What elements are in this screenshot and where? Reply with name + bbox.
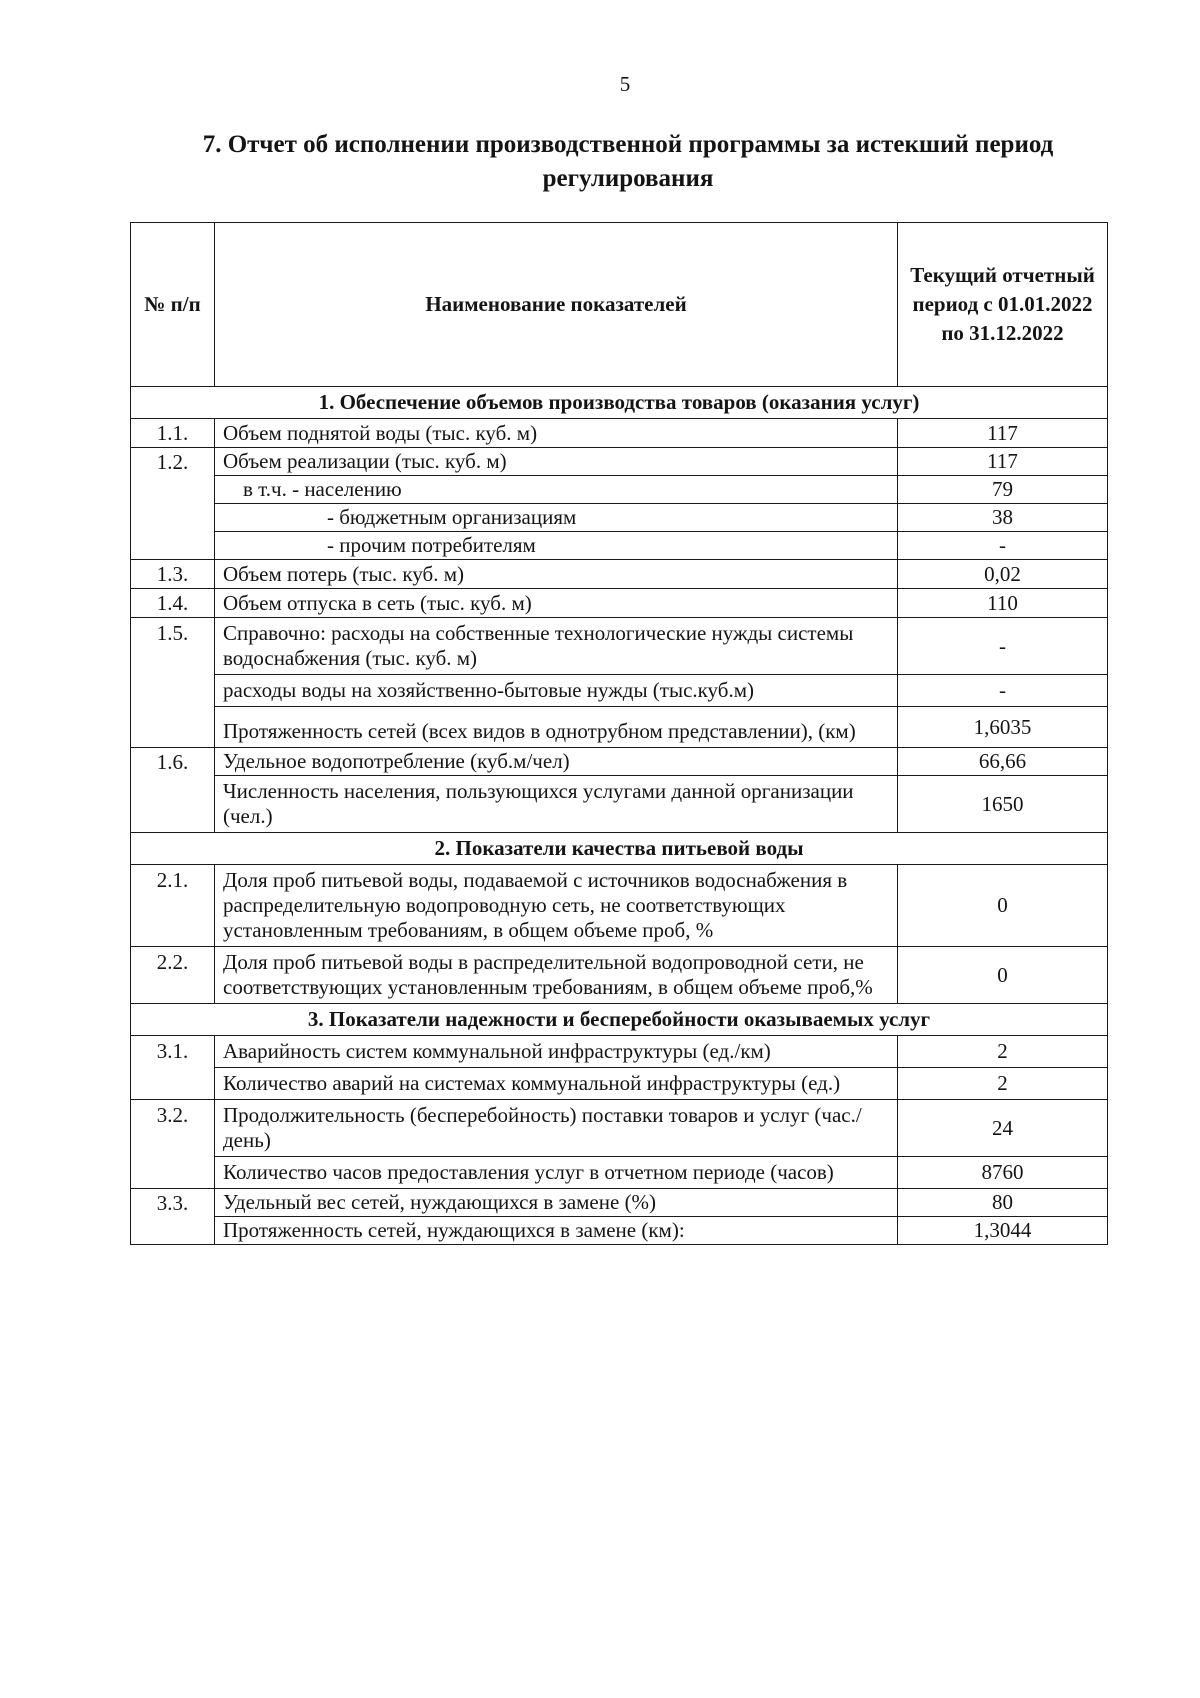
row-num: 1.3.: [131, 560, 215, 589]
row-name: Объем отпуска в сеть (тыс. куб. м): [215, 589, 898, 618]
header-value: Текущий отчетный период с 01.01.2022 по 31.12.2022: [898, 223, 1108, 387]
row-value: 38: [898, 504, 1108, 532]
row-num: 1.5.: [131, 618, 215, 748]
row-value: 24: [898, 1100, 1108, 1157]
section-title: 1. Обеспечение объемов производства товаров (оказания услуг): [131, 387, 1108, 419]
row-value: 1650: [898, 776, 1108, 833]
row-name: Численность населения, пользующихся услугами данной организации (чел.): [215, 776, 898, 833]
table-row: [131, 1100, 1108, 1157]
table-row: [131, 947, 1108, 1004]
row-value: 0: [898, 865, 1108, 947]
row-value: 0: [898, 947, 1108, 1004]
row-name: Объем потерь (тыс. куб. м): [215, 560, 898, 589]
table-row: [131, 476, 1108, 504]
row-value: 1,6035: [898, 707, 1108, 748]
table-row: [131, 748, 1108, 776]
table-row: [131, 675, 1108, 707]
row-num: 3.2.: [131, 1100, 215, 1189]
row-value: 1,3044: [898, 1217, 1108, 1245]
row-num: 1.4.: [131, 589, 215, 618]
production-program-table: [130, 222, 1108, 1245]
table-row: [131, 776, 1108, 833]
row-name: Справочно: расходы на собственные технологические нужды системы водоснабжения (тыс. куб. м): [215, 618, 898, 675]
row-num: 3.3.: [131, 1189, 215, 1245]
row-name: Удельный вес сетей, нуждающихся в замене (%): [215, 1189, 898, 1217]
row-name: Объем реализации (тыс. куб. м): [215, 448, 898, 476]
row-num: 1.6.: [131, 748, 215, 833]
section-title: 3. Показатели надежности и бесперебойности оказываемых услуг: [131, 1004, 1108, 1036]
row-name: Доля проб питьевой воды в распределительной водопроводной сети, не соответствующих установленным требованиям, в общем объеме проб,%: [215, 947, 898, 1004]
row-num: 2.2.: [131, 947, 215, 1004]
row-value: 117: [898, 448, 1108, 476]
row-name: Количество часов предоставления услуг в отчетном периоде (часов): [215, 1157, 898, 1189]
table-row: [131, 1217, 1108, 1245]
table-row: [131, 707, 1108, 748]
document-title: 7. Отчет об исполнении производственной программы за истекший период регулирования: [202, 131, 1054, 192]
section-title: 2. Показатели качества питьевой воды: [131, 833, 1108, 865]
row-name: Протяженность сетей (всех видов в однотрубном представлении), (км): [215, 707, 898, 748]
row-value: -: [898, 675, 1108, 707]
header-name: Наименование показателей: [215, 223, 898, 387]
row-name: Доля проб питьевой воды, подаваемой с источников водоснабжения в распределительную водопроводную сеть, не соответствующих установленным требованиям, в общем объеме проб, %: [215, 865, 898, 947]
table-row: [131, 618, 1108, 675]
row-value: -: [898, 532, 1108, 560]
table-row: [131, 532, 1108, 560]
row-num: 2.1.: [131, 865, 215, 947]
row-name: расходы воды на хозяйственно-бытовые нужды (тыс.куб.м): [215, 675, 898, 707]
row-value: 80: [898, 1189, 1108, 1217]
row-name: - прочим потребителям: [215, 532, 898, 560]
table-row: [131, 560, 1108, 589]
row-name: Продолжительность (бесперебойность) поставки товаров и услуг (час./день): [215, 1100, 898, 1157]
row-name: - бюджетным организациям: [215, 504, 898, 532]
table-header-row: [131, 223, 1108, 387]
row-value: 66,66: [898, 748, 1108, 776]
header-num: № п/п: [131, 223, 215, 387]
row-value: -: [898, 618, 1108, 675]
row-name: в т.ч. - населению: [215, 476, 898, 504]
row-name: Протяженность сетей, нуждающихся в замене (км):: [215, 1217, 898, 1245]
row-value: 2: [898, 1036, 1108, 1068]
table-row: [131, 448, 1108, 476]
row-name: Объем поднятой воды (тыс. куб. м): [215, 419, 898, 448]
table-row: [131, 1157, 1108, 1189]
table-row: [131, 1068, 1108, 1100]
table-row: [131, 1189, 1108, 1217]
row-num: 3.1.: [131, 1036, 215, 1100]
row-num: 1.1.: [131, 419, 215, 448]
row-value: 117: [898, 419, 1108, 448]
table-row: [131, 865, 1108, 947]
table-row: [131, 419, 1108, 448]
row-value: 79: [898, 476, 1108, 504]
table-row: [131, 504, 1108, 532]
row-name: Аварийность систем коммунальной инфраструктуры (ед./км): [215, 1036, 898, 1068]
page-number: 5: [619, 72, 631, 96]
table-row: [131, 1036, 1108, 1068]
row-value: 0,02: [898, 560, 1108, 589]
row-value: 110: [898, 589, 1108, 618]
row-name: Удельное водопотребление (куб.м/чел): [215, 748, 898, 776]
row-name: Количество аварий на системах коммунальной инфраструктуры (ед.): [215, 1068, 898, 1100]
row-value: 2: [898, 1068, 1108, 1100]
row-num: 1.2.: [131, 448, 215, 560]
table-row: [131, 589, 1108, 618]
row-value: 8760: [898, 1157, 1108, 1189]
